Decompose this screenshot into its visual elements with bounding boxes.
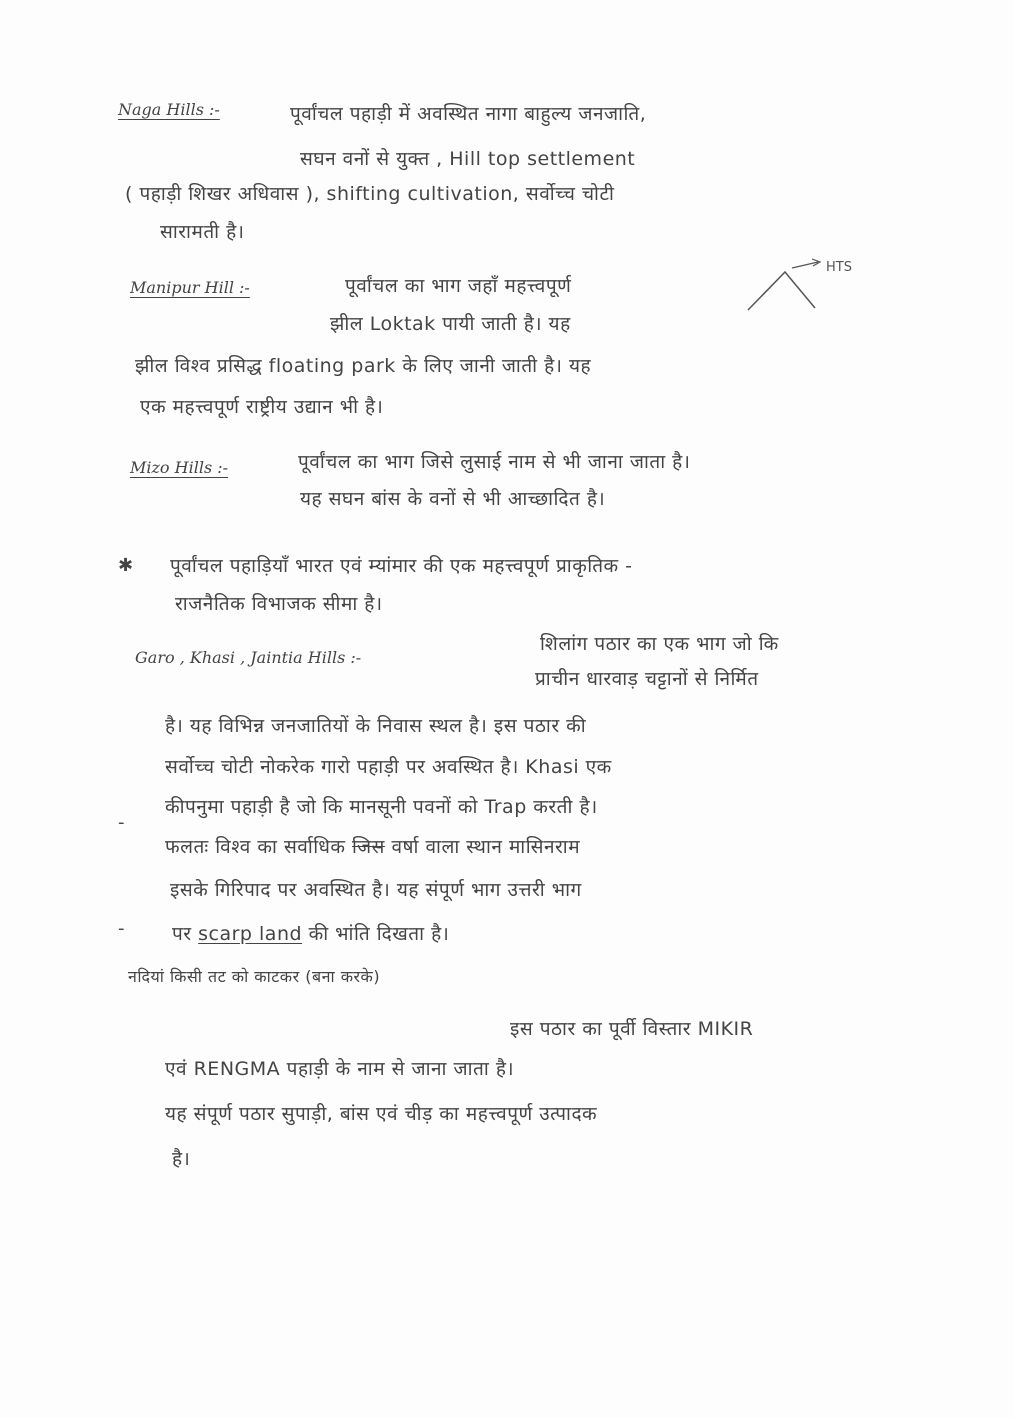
naga-line-2: सघन वनों से युक्त , Hill top settlement bbox=[300, 148, 636, 170]
garo-line-2: प्राचीन धारवाड़ चट्टानों से निर्मित bbox=[535, 668, 759, 690]
struck-word: जिस bbox=[352, 836, 385, 858]
manipur-line-1: पूर्वांचल का भाग जहाँ महत्त्वपूर्ण bbox=[345, 275, 572, 297]
naga-line-3: ( पहाड़ी शिखर अधिवास ), shifting cultivation, सर्वोच्च चोटी bbox=[125, 183, 615, 205]
mikir-line-1: इस पठार का पूर्वी विस्तार MIKIR bbox=[510, 1018, 754, 1040]
note-line-1: पूर्वांचल पहाड़ियाँ भारत एवं म्यांमार की एक महत्त्वपूर्ण प्राकृतिक - bbox=[170, 555, 633, 577]
garo-line-9: नदियां किसी तट को काटकर (बना करके) bbox=[128, 967, 381, 986]
garo-line-8 bbox=[172, 920, 449, 946]
garo-line-8-part-b: की भांति दिखता है। bbox=[308, 923, 450, 945]
manipur-line-3: झील विश्व प्रसिद्ध floating park के लिए जानी जाती है। यह bbox=[135, 355, 592, 377]
manipur-line-4: एक महत्त्वपूर्ण राष्ट्रीय उद्यान भी है। bbox=[140, 396, 384, 418]
manipur-hill-heading: Manipur Hill :- bbox=[130, 278, 250, 297]
manipur-line-2: झील Loktak पायी जाती है। यह bbox=[330, 313, 571, 335]
garo-line-4: सर्वोच्च चोटी नोकरेक गारो पहाड़ी पर अवस्थित है। Khasi एक bbox=[165, 756, 612, 778]
garo-line-3: है। यह विभिन्न जनजातियों के निवास स्थल है। इस पठार की bbox=[165, 715, 587, 737]
naga-hills-heading: Naga Hills :- bbox=[118, 100, 220, 119]
mikir-line-4: है। bbox=[172, 1148, 191, 1170]
mizo-line-2: यह सघन बांस के वनों से भी आच्छादित है। bbox=[300, 488, 606, 510]
garo-line-1: शिलांग पठार का एक भाग जो कि bbox=[540, 633, 779, 655]
garo-khasi-jaintia-heading: Garo , Khasi , Jaintia Hills :- bbox=[135, 648, 362, 667]
garo-line-5: कीपनुमा पहाड़ी है जो कि मानसूनी पवनों को Trap करती है। bbox=[165, 796, 598, 818]
star-bullet-icon: ✱ bbox=[118, 555, 134, 576]
margin-mark-2: - bbox=[118, 918, 125, 939]
naga-line-4: सारामती है। bbox=[160, 221, 245, 243]
garo-line-7: इसके गिरिपाद पर अवस्थित है। यह संपूर्ण भाग उत्तरी भाग bbox=[170, 879, 582, 901]
mizo-hills-heading: Mizo Hills :- bbox=[130, 458, 229, 477]
garo-line-6-part-b: वर्षा वाला स्थान मासिनराम bbox=[391, 836, 581, 858]
garo-line-6 bbox=[165, 833, 580, 859]
note-line-2: राजनैतिक विभाजक सीमा है। bbox=[175, 593, 383, 615]
scarp-land-term: scarp land bbox=[198, 923, 303, 945]
hts-label: HTS bbox=[826, 260, 852, 275]
mizo-line-1: पूर्वांचल का भाग जिसे लुसाई नाम से भी जाना जाता है। bbox=[298, 451, 691, 473]
naga-line-1: पूर्वांचल पहाड़ी में अवस्थित नागा बाहुल्य जनजाति, bbox=[290, 103, 647, 125]
margin-mark-1: - bbox=[118, 812, 125, 833]
garo-line-8-part-a: पर bbox=[172, 923, 192, 945]
mikir-line-3: यह संपूर्ण पठार सुपाड़ी, बांस एवं चीड़ का महत्त्वपूर्ण उत्पादक bbox=[165, 1103, 598, 1125]
mikir-line-2: एवं RENGMA पहाड़ी के नाम से जाना जाता है। bbox=[165, 1058, 515, 1080]
garo-line-6-part-a: फलतः विश्व का सर्वाधिक bbox=[165, 836, 346, 858]
